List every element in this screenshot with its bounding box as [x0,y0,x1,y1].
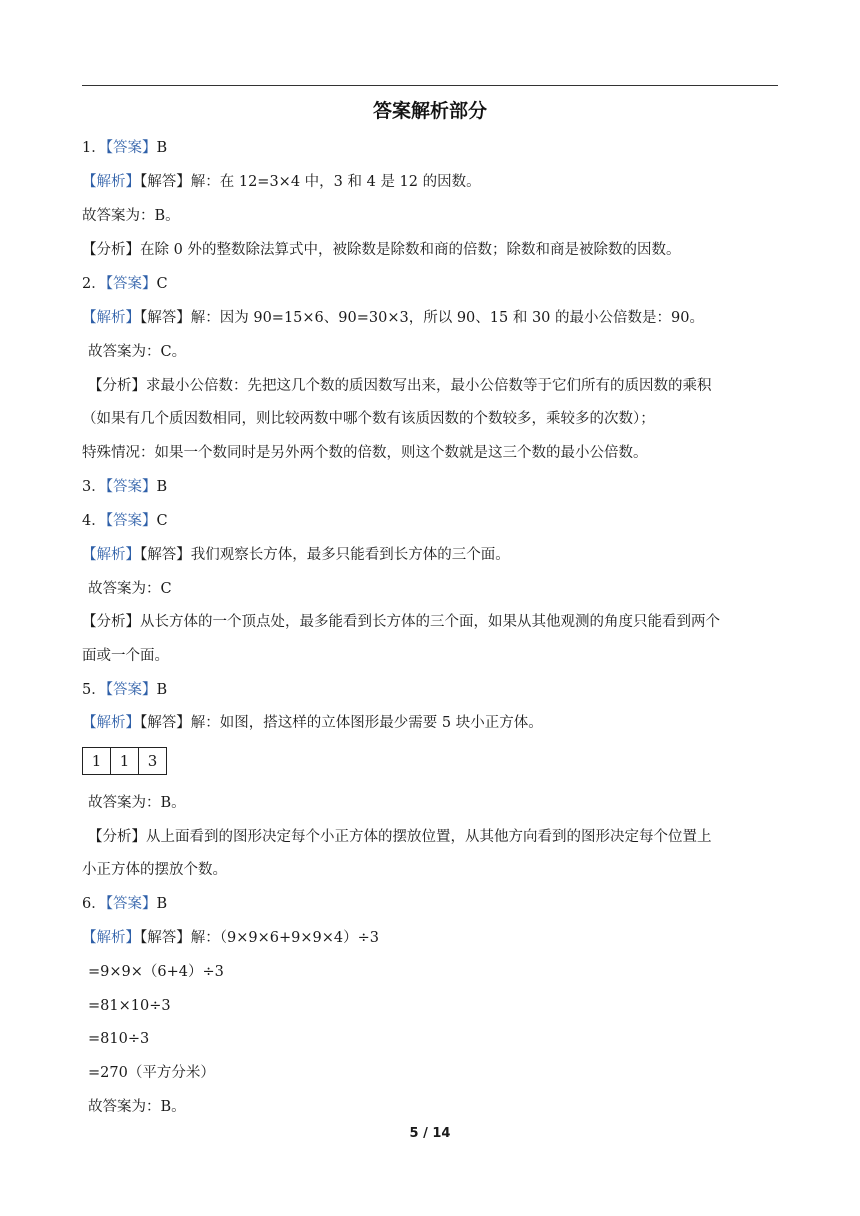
header-rule [82,85,778,86]
q5-answer: B [156,682,168,698]
q5-analysis-line-1 [88,827,788,847]
grid-cell: 1 [111,748,139,774]
q3-number: 3． [82,479,106,495]
q6-answer-line [82,894,782,914]
fenxi-tag: 【分析】 [82,614,140,630]
q4-analysis-line-1 [82,612,782,632]
jiexi-tag: 【解析】 [82,547,140,563]
q6-solution-line [82,928,782,948]
q6-conclusion: 故答案为：B。 [88,1099,186,1115]
q5-solution: 解：如图，搭这样的立体图形最少需要 5 块小正方体。 [190,715,543,731]
q6-step: =81×10÷3 [88,998,171,1014]
grid-cell: 3 [147,752,158,770]
q6-answer: B [156,896,168,912]
q4-analysis-1: 从长方体的一个顶点处，最多能看到长方体的三个面，如果从其他观测的角度只能看到两个 [140,614,720,630]
jieda-tag: 【解答】 [140,547,191,563]
q4-analysis-line-2: 面或一个面。 [82,648,169,664]
q1-analysis: 在除 0 外的整数除法算式中，被除数是除数和商的倍数；除数和商是被除数的因数。 [140,242,681,258]
q1-analysis-line [82,240,782,260]
answer-tag: 【答案】 [105,896,157,912]
q1-answer-line [82,138,782,158]
jieda-tag: 【解答】 [140,930,191,946]
q6-number: 6． [82,896,106,912]
q5-conclusion: 故答案为：B。 [88,795,186,811]
q2-solution-line [82,308,782,328]
q2-answer-line [82,274,782,294]
q4-answer-line [82,511,782,531]
q2-analysis-line-3: 特殊情况：如果一个数同时是另外两个数的倍数，则这个数就是这三个数的最小公倍数。 [82,445,648,461]
q6-solution: 解：（9×9×6+9×9×4）÷3 [190,930,379,946]
q5-analysis-1: 从上面看到的图形决定每个小正方体的摆放位置，从其他方向看到的图形决定每个位置上 [146,829,712,845]
q2-analysis-line-1 [88,376,788,396]
q5-number: 5． [82,682,106,698]
fenxi-tag: 【分析】 [88,829,146,845]
q3-answer-line [82,477,782,497]
q5-analysis-line-2: 小正方体的摆放个数。 [82,862,227,878]
q1-conclusion: 故答案为：B。 [82,208,180,224]
q2-number: 2． [82,276,106,292]
q2-analysis-1: 求最小公倍数：先把这几个数的质因数写出来，最小公倍数等于它们所有的质因数的乘积 [146,378,712,394]
q4-solution: 我们观察长方体，最多只能看到长方体的三个面。 [190,547,510,563]
q6-step: =9×9×（6+4）÷3 [88,964,224,980]
answer-tag: 【答案】 [105,682,157,698]
fenxi-tag: 【分析】 [88,378,146,394]
page-title: 答案解析部分 [372,100,487,122]
top-view-grid [82,747,167,775]
grid-cell: 1 [83,748,111,774]
q4-answer: C [156,513,168,529]
q4-solution-line [82,545,782,565]
q2-answer: C [156,276,168,292]
q1-solution: 解：在 12=3×4 中，3 和 4 是 12 的因数。 [190,174,481,190]
page-number: 5 / 14 [409,1126,451,1141]
q2-conclusion: 故答案为：C。 [88,344,187,360]
q6-step: =270（平方分米） [88,1065,215,1081]
answer-tag: 【答案】 [105,513,157,529]
q5-answer-line [82,680,782,700]
fenxi-tag: 【分析】 [82,242,140,258]
answer-tag: 【答案】 [105,276,157,292]
jiexi-tag: 【解析】 [82,930,140,946]
q1-answer: B [156,140,168,156]
jieda-tag: 【解答】 [140,310,191,326]
jiexi-tag: 【解析】 [82,715,140,731]
answer-tag: 【答案】 [105,140,157,156]
jieda-tag: 【解答】 [140,174,191,190]
q3-answer: B [156,479,168,495]
q1-number: 1． [82,140,106,156]
q4-number: 4． [82,513,106,529]
q2-solution: 解：因为 90=15×6、90=30×3，所以 90、15 和 30 的最小公倍数是：90。 [190,310,704,326]
jieda-tag: 【解答】 [140,715,191,731]
q6-step: =810÷3 [88,1031,150,1047]
q5-solution-line [82,713,782,733]
q4-conclusion: 故答案为：C [88,581,172,597]
answer-tag: 【答案】 [105,479,157,495]
q1-solution-line [82,172,782,192]
q2-analysis-line-2: （如果有几个质因数相同，则比较两数中哪个数有该质因数的个数较多，乘较多的次数）； [82,411,655,427]
jiexi-tag: 【解析】 [82,174,140,190]
jiexi-tag: 【解析】 [82,310,140,326]
